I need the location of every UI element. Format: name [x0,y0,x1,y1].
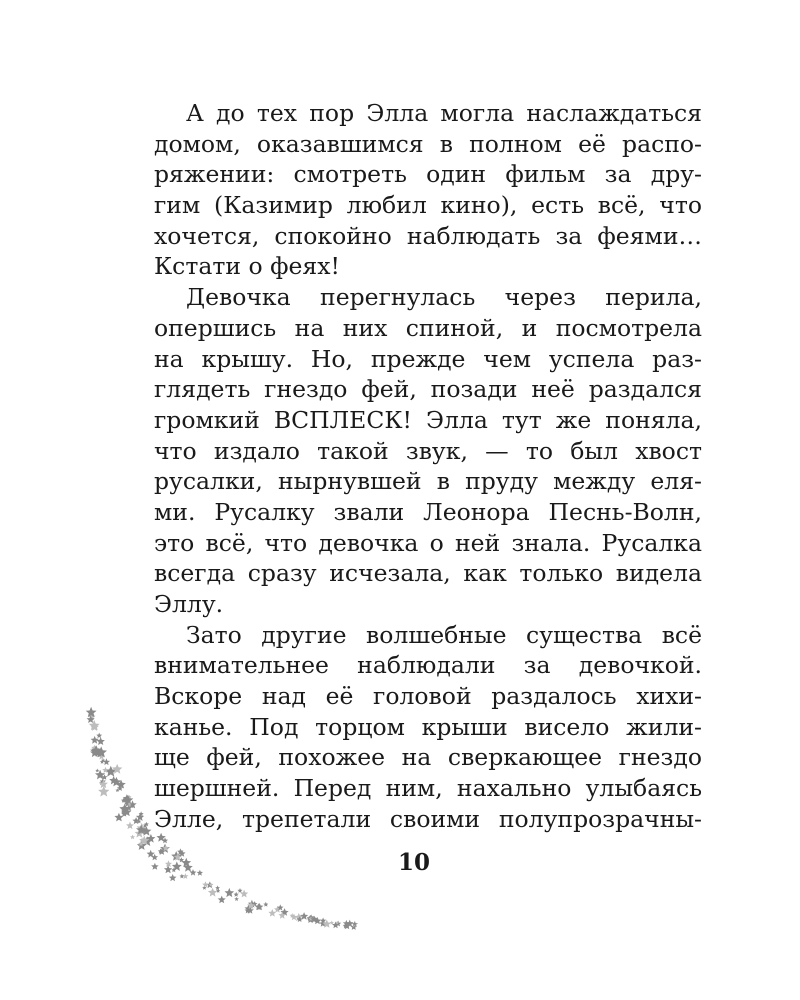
paragraph-2 [154,282,702,620]
star-icon [99,781,104,785]
star-icon [247,902,255,909]
star-icon [346,920,354,927]
star-icon [91,745,101,754]
text-line: Девочка перегнулась через перила, [186,283,702,312]
text-line: Элле, трепетали своими полупрозрачны- [154,804,702,833]
star-icon [95,769,99,773]
text-line: ми. Русалку звали Леонора Песнь-Волн, [154,497,702,526]
star-icon [96,733,102,739]
star-icon [128,800,136,808]
star-icon [202,881,209,887]
star-icon [128,802,132,806]
star-icon [218,896,226,904]
star-icon [274,906,281,913]
text-line: всегда сразу исчезала, как только видела [154,559,702,588]
star-icon [101,758,105,762]
star-icon [281,908,289,916]
text-line: это всё, что девочка о ней знала. Русалка [154,528,702,557]
star-icon [91,745,97,751]
star-icon [137,819,141,823]
text-line: русалки, нырнувшей в пруду между еля- [154,467,702,496]
star-icon [100,760,104,764]
star-icon [202,886,206,890]
star-icon [121,811,126,816]
star-icon [86,707,97,717]
star-icon [119,803,130,813]
text-line: шершней. Перед ним, нахально улыбаясь [154,774,702,803]
star-icon [88,713,96,720]
star-icon [121,798,126,803]
star-icon [352,922,357,927]
star-icon [314,917,322,924]
star-icon [90,723,99,731]
text-line: опершись на них спиной, и посмотрела [154,313,702,342]
star-icon [347,922,352,927]
star-icon [335,921,341,927]
star-icon [225,888,235,897]
star-icon [142,836,152,846]
star-icon [252,901,258,907]
star-icon [209,883,213,887]
text-line: А до тех пор Элла могла наслаждаться [186,99,702,127]
star-icon [117,780,126,789]
star-icon [90,748,99,757]
star-icon [146,834,155,843]
star-icon [94,748,103,757]
star-icon [120,806,126,812]
star-icon [98,753,105,760]
star-icon [126,804,133,810]
star-icon [143,823,148,827]
star-icon [109,776,118,785]
star-icon [95,746,107,757]
star-icon [351,921,358,928]
star-icon [256,903,264,910]
text-line: Кстати о феях! [154,252,340,281]
star-icon [237,888,242,893]
text-line: на крышу. Но, прежде чем успела раз- [154,344,702,373]
star-icon [114,813,123,822]
star-icon [255,903,262,910]
star-icon [139,836,149,845]
star-icon [215,885,220,890]
star-icon [335,921,339,925]
star-icon [307,916,314,923]
star-icon [108,769,114,775]
star-icon [277,904,283,910]
star-icon [206,881,213,888]
star-icon [162,837,168,843]
star-icon [323,921,329,927]
star-icon [112,764,122,774]
star-icon [295,913,304,921]
star-icon [128,795,132,799]
star-icon [108,770,112,774]
star-icon [312,916,317,920]
star-icon [122,798,127,803]
star-icon [123,795,134,805]
star-icon [138,841,144,846]
text-line: домом, оказавшимся в полном её распо- [154,129,702,158]
star-icon [139,811,144,816]
star-icon [208,888,217,897]
star-icon [278,912,286,919]
star-icon [309,916,314,921]
page-number: 10 [397,849,430,876]
star-icon [137,823,147,833]
star-icon [245,907,252,913]
star-icon [246,907,253,914]
star-icon [89,720,100,730]
star-icon [291,914,298,921]
star-icon [136,825,146,835]
star-icon [122,811,128,817]
star-icon [263,902,268,907]
text-line: ще фей, похожее на сверкающее гнездо [154,743,702,772]
star-icon [323,920,332,928]
star-icon [105,766,117,777]
star-icon [103,758,110,765]
star-icon [130,835,135,840]
paragraph-3 [154,620,702,835]
star-icon [102,774,108,780]
star-icon [343,922,350,929]
star-icon [115,788,119,792]
star-icon [234,892,239,897]
text-line: Вскоре над её головой раздалось хихи- [154,682,702,711]
star-icon [95,770,105,780]
text-line: гим (Казимир любил кино), есть всё, что [154,191,702,220]
star-icon [100,778,106,784]
text-line: ряжении: смотреть один фильм за дру- [154,160,702,189]
star-icon [126,822,134,830]
star-icon [216,889,220,893]
star-icon [90,746,101,757]
star-icon [268,909,276,917]
star-icon [97,737,105,745]
star-icon [144,822,149,827]
star-icon [248,900,256,908]
star-icon [102,767,108,773]
star-icon [307,915,314,922]
star-icon [117,785,123,791]
star-icon [310,916,318,923]
page-body-text [154,98,702,835]
text-line: внимательнее наблюдали за девочкой. [154,651,702,680]
text-line: глядеть гнездо фей, позади неё раздался [154,375,702,404]
text-line: Эллу. [154,590,224,618]
text-line: канье. Под торцом крыши висело жили- [154,712,702,741]
star-icon [240,890,248,898]
star-icon [330,921,334,925]
star-icon [290,913,295,918]
star-icon [122,807,131,816]
star-icon [319,920,326,927]
star-icon [297,916,303,922]
star-icon [300,912,308,920]
paragraph-1 [154,98,702,282]
star-icon [87,715,95,723]
text-line: что издало такой звук, — то был хвост [154,436,702,465]
star-icon [350,924,357,930]
star-icon [308,914,314,919]
star-icon [343,924,348,929]
star-icon [91,736,99,744]
star-icon [234,897,239,901]
text-line: громкий ВСПЛЕСК! Элла тут же поняла, [154,405,702,434]
star-icon [245,905,253,913]
star-icon [135,829,144,838]
star-icon [141,826,151,836]
star-icon [111,777,121,787]
star-icon [132,817,139,824]
star-icon [129,803,135,808]
star-icon [98,786,109,797]
star-icon [99,780,108,789]
star-icon [343,920,350,927]
star-icon [332,922,339,929]
text-line: хочется, спокойно наблюдать за феями… [154,221,702,250]
text-line: Зато другие волшебные существа всё [186,620,702,649]
star-icon [123,794,131,802]
star-icon [125,801,130,806]
star-icon [139,837,145,842]
star-icon [136,813,144,821]
star-icon [320,918,326,924]
